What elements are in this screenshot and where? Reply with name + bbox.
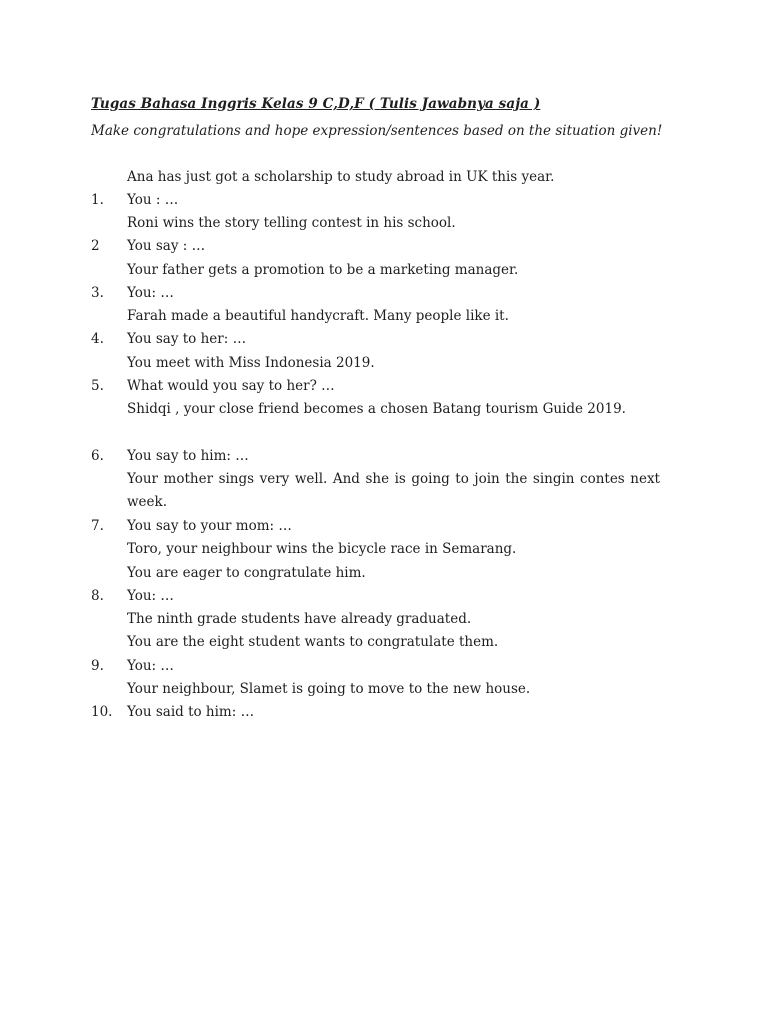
item-number: 9.	[91, 658, 104, 674]
item-prompt: You : …	[127, 192, 179, 208]
page-title: Tugas Bahasa Inggris Kelas 9 C,D,F ( Tulis Jawabnya saja )	[91, 96, 541, 112]
situation-text: Roni wins the story telling contest in his school.	[127, 215, 456, 231]
item-number: 8.	[91, 588, 104, 604]
item-prompt: You say to her: …	[127, 331, 247, 347]
item-number: 3.	[91, 285, 104, 301]
situation-text: You are eager to congratulate him.	[127, 565, 366, 581]
item-prompt: You: …	[127, 658, 174, 674]
situation-text: Your father gets a promotion to be a marketing manager.	[127, 262, 519, 278]
situation-text: Your neighbour, Slamet is going to move to the new house.	[127, 681, 531, 697]
situation-text: Ana has just got a scholarship to study abroad in UK this year.	[127, 169, 555, 185]
situation-text: You are the eight student wants to congratulate them.	[127, 634, 499, 650]
item-number: 4.	[91, 331, 104, 347]
item-prompt: You say : …	[127, 238, 206, 254]
item-number: 6.	[91, 448, 104, 464]
situation-text: Toro, your neighbour wins the bicycle race in Semarang.	[127, 541, 517, 557]
situation-text: You meet with Miss Indonesia 2019.	[127, 355, 375, 371]
item-prompt: You: …	[127, 588, 174, 604]
situation-text: Your mother sings very well. And she is going to join the singin contes next week.	[127, 471, 660, 510]
item-number: 5.	[91, 378, 104, 394]
item-prompt: You say to your mom: …	[127, 518, 292, 534]
item-number: 1.	[91, 192, 104, 208]
situation-text: The ninth grade students have already graduated.	[127, 611, 472, 627]
item-prompt: You say to him: …	[127, 448, 249, 464]
item-number: 10.	[91, 704, 113, 720]
situation-text: Shidqi , your close friend becomes a chosen Batang tourism Guide 2019.	[127, 401, 626, 417]
item-number: 2	[91, 238, 100, 254]
instructions-text: Make congratulations and hope expression/sentences based on the situation given!	[91, 123, 663, 139]
item-prompt: You: …	[127, 285, 174, 301]
item-prompt: What would you say to her? …	[127, 378, 335, 394]
item-prompt: You said to him: …	[127, 704, 255, 720]
item-number: 7.	[91, 518, 104, 534]
situation-text: Farah made a beautiful handycraft. Many people like it.	[127, 308, 509, 324]
